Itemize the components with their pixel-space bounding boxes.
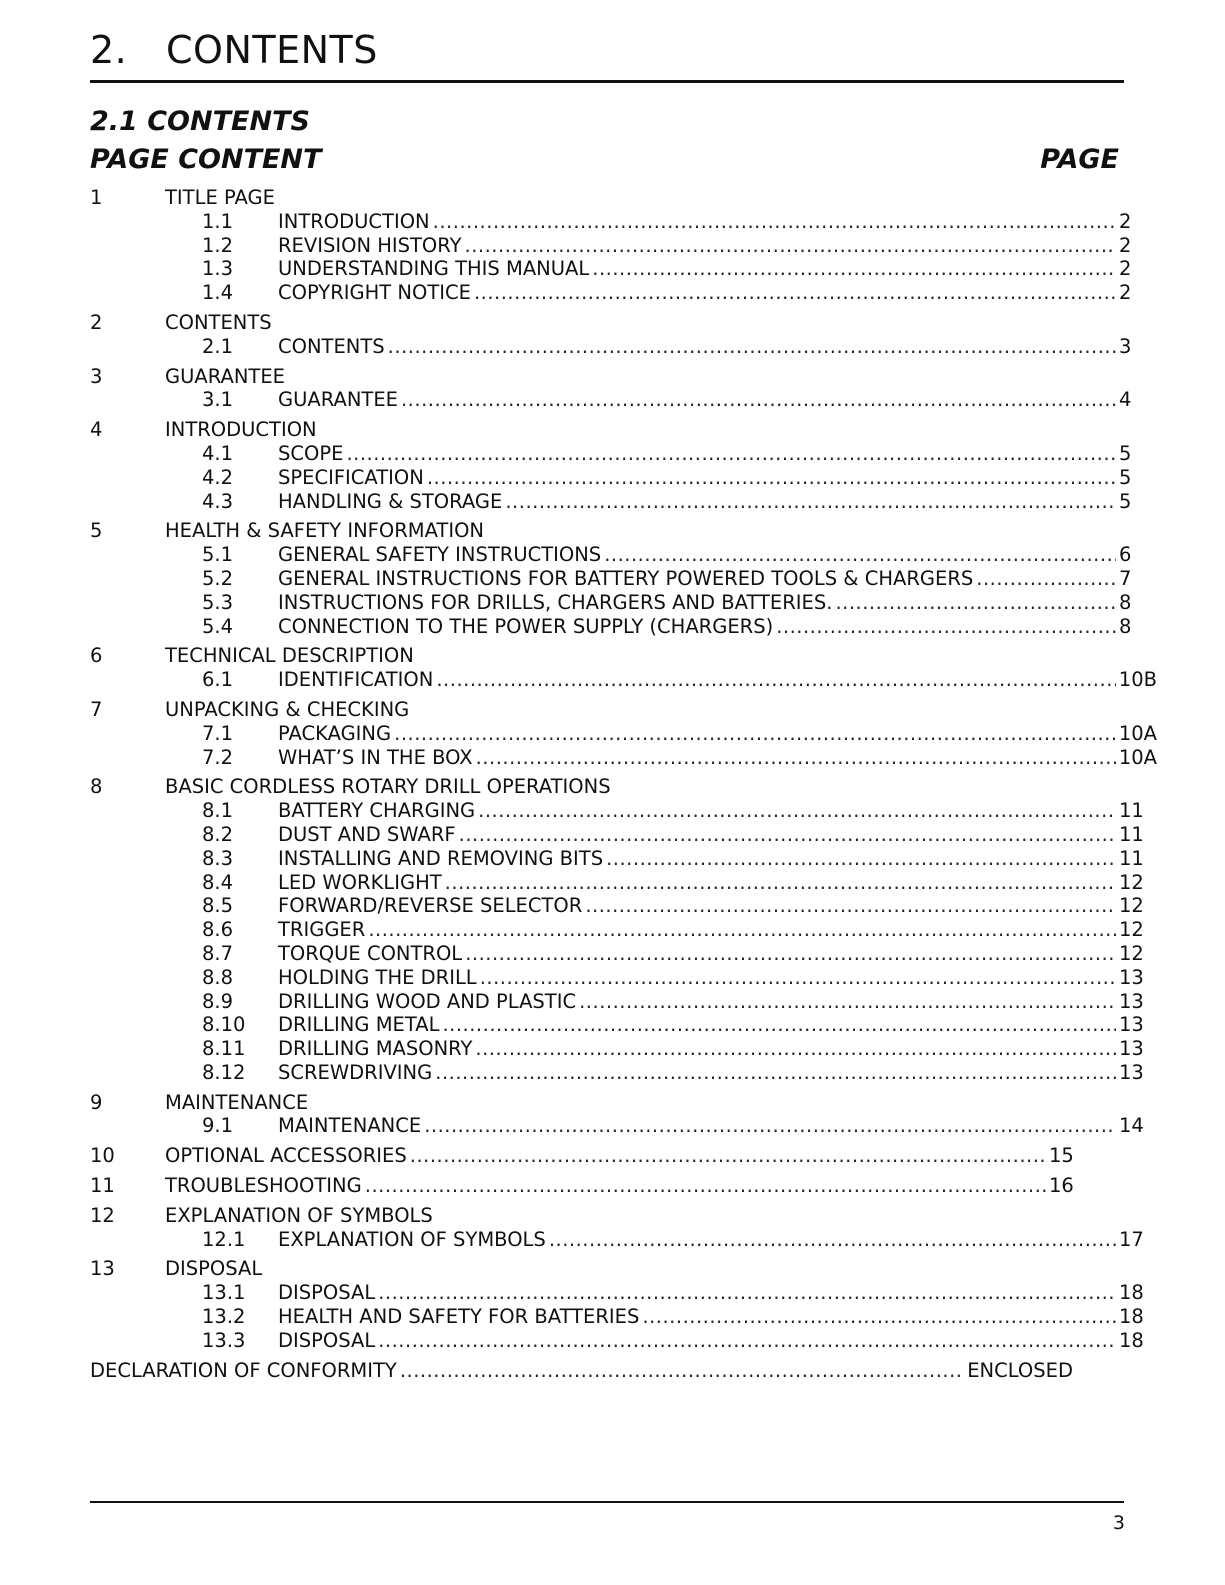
dot-leader — [378, 1281, 1116, 1305]
toc-section-number: 7 — [90, 697, 103, 721]
toc-entry-title: EXPLANATION OF SYMBOLS — [278, 1227, 546, 1251]
dot-leader — [480, 966, 1116, 990]
toc-page-number: 2 — [1119, 281, 1132, 305]
toc-section — [90, 1144, 1090, 1168]
dot-leader — [835, 591, 1116, 615]
toc-entry-title: WHAT’S IN THE BOX — [278, 745, 473, 769]
toc-entry-title: CONNECTION TO THE POWER SUPPLY (CHARGERS) — [278, 614, 774, 638]
dot-leader — [642, 1305, 1116, 1329]
toc-page-number: 17 — [1119, 1227, 1144, 1251]
toc-page-number: 13 — [1119, 1060, 1144, 1084]
dot-leader — [410, 1144, 1046, 1168]
toc-page-number: 13 — [1119, 989, 1144, 1013]
dot-leader — [465, 234, 1117, 258]
toc-entry[interactable] — [202, 210, 1157, 234]
toc-section — [90, 1203, 1144, 1252]
dot-leader — [505, 490, 1116, 514]
toc-section-title: INTRODUCTION — [165, 418, 317, 442]
toc-section-number: 8 — [90, 775, 103, 799]
toc-entry-title: DRILLING METAL — [278, 1013, 440, 1037]
toc-page-number: 10B — [1118, 668, 1157, 692]
toc-entry-title: SPECIFICATION — [278, 465, 424, 489]
toc-entry-title: COPYRIGHT NOTICE — [278, 281, 471, 305]
toc-entry-title: DISPOSAL — [278, 1328, 376, 1352]
dot-leader — [427, 466, 1116, 490]
toc-entry-number: 4.2 — [202, 465, 234, 489]
toc-entry-number: 8.3 — [202, 846, 234, 870]
toc-section-title: TITLE PAGE — [165, 186, 275, 209]
toc-entry-title: HANDLING & STORAGE — [278, 489, 503, 513]
toc-entry[interactable] — [202, 466, 1157, 490]
declaration-title: DECLARATION OF CONFORMITY — [90, 1358, 397, 1382]
toc-entry-number: 1.3 — [202, 257, 234, 281]
toc-section-number: 9 — [90, 1090, 103, 1114]
toc-section-number: 6 — [90, 644, 103, 668]
toc-entry-title: SCREWDRIVING — [278, 1060, 433, 1084]
footer-divider — [90, 1501, 1124, 1503]
toc-entry-title: DRILLING WOOD AND PLASTIC — [278, 989, 577, 1013]
dot-leader — [442, 1013, 1116, 1037]
dot-leader — [776, 615, 1116, 639]
toc-page-number: 8 — [1119, 590, 1132, 614]
toc-entry[interactable] — [202, 668, 1157, 692]
toc-entry-number: 3.1 — [202, 388, 234, 412]
toc-entry[interactable] — [202, 543, 1157, 567]
dot-leader — [579, 990, 1116, 1014]
toc-entry[interactable] — [202, 1114, 1157, 1138]
toc-entry[interactable] — [202, 966, 1157, 990]
dot-leader — [346, 442, 1116, 466]
toc-entry-number: 13.2 — [202, 1305, 246, 1329]
dot-leader — [400, 1359, 964, 1383]
toc-page-number: 16 — [1049, 1174, 1074, 1198]
column-header-content: PAGE CONTENT — [90, 144, 322, 175]
page-title — [90, 28, 378, 72]
dot-leader — [378, 1329, 1116, 1353]
toc-entry[interactable] — [202, 257, 1157, 281]
toc-entry-title: LED WORKLIGHT — [278, 870, 442, 894]
toc-section-number: 12 — [90, 1203, 115, 1227]
section-title: CONTENTS — [166, 28, 378, 72]
toc-entry[interactable] — [202, 615, 1157, 639]
dot-leader — [585, 894, 1116, 918]
toc-section-title: TROUBLESHOOTING — [165, 1174, 362, 1198]
toc-entry[interactable] — [90, 1174, 1090, 1198]
toc-page-number: 13 — [1119, 965, 1144, 989]
toc-entry-number: 7.2 — [202, 745, 234, 769]
toc-entry-title: INSTALLING AND REMOVING BITS — [278, 846, 604, 870]
dot-leader — [606, 847, 1116, 871]
title-divider — [90, 80, 1124, 83]
toc-entry-title: DISPOSAL — [278, 1281, 376, 1305]
toc-section — [90, 186, 1132, 305]
dot-leader — [459, 823, 1116, 847]
toc-section-title: TECHNICAL DESCRIPTION — [165, 644, 414, 668]
toc-entry-number: 7.1 — [202, 721, 234, 745]
table-of-contents — [90, 186, 1157, 1382]
toc-section-heading — [90, 775, 1090, 799]
toc-entry[interactable] — [202, 871, 1157, 895]
toc-page-number: 2 — [1119, 257, 1132, 281]
dot-leader — [476, 746, 1116, 770]
dot-leader — [465, 942, 1116, 966]
toc-section-title: UNPACKING & CHECKING — [165, 697, 410, 721]
toc-section-number: 4 — [90, 418, 103, 442]
toc-entry-number: 8.5 — [202, 894, 234, 918]
toc-entry-title: FORWARD/REVERSE SELECTOR — [278, 894, 583, 918]
toc-section-heading — [90, 644, 1090, 668]
toc-page-number: 8 — [1119, 614, 1132, 638]
toc-section-number: 13 — [90, 1257, 115, 1281]
toc-entry[interactable] — [202, 722, 1157, 746]
toc-section-number: 11 — [90, 1174, 115, 1198]
toc-section-title: BASIC CORDLESS ROTARY DRILL OPERATIONS — [165, 775, 611, 799]
toc-section-heading — [90, 519, 1090, 543]
toc-entry-number: 5.1 — [202, 543, 234, 567]
toc-section — [90, 364, 1132, 413]
dot-leader — [592, 257, 1116, 281]
toc-entry[interactable] — [202, 823, 1157, 847]
toc-section-heading — [90, 365, 1090, 389]
toc-section-heading — [90, 1204, 1090, 1228]
toc-section — [90, 1174, 1090, 1198]
dot-leader — [604, 543, 1116, 567]
toc-entry-number: 8.4 — [202, 870, 234, 894]
toc-entry-title: GUARANTEE — [278, 388, 398, 412]
toc-section-number: 3 — [90, 364, 103, 388]
toc-entry-number: 8.1 — [202, 799, 234, 823]
toc-entry-number: 4.1 — [202, 441, 234, 465]
toc-section-number: 10 — [90, 1144, 115, 1168]
toc-page-number: 12 — [1119, 870, 1144, 894]
toc-entry-number: 1.1 — [202, 209, 234, 233]
toc-section-title: EXPLANATION OF SYMBOLS — [165, 1203, 433, 1227]
toc-entry-number: 6.1 — [202, 668, 234, 692]
toc-entry-number: 8.8 — [202, 965, 234, 989]
dot-leader — [394, 722, 1116, 746]
toc-page-number: 3 — [1119, 334, 1132, 358]
toc-entry-title: PACKAGING — [278, 721, 392, 745]
toc-entry-number: 9.1 — [202, 1114, 234, 1138]
toc-page-number: 18 — [1119, 1305, 1144, 1329]
toc-entry-number: 8.9 — [202, 989, 234, 1013]
toc-page-number: 7 — [1119, 566, 1132, 590]
toc-entry[interactable] — [202, 1061, 1157, 1085]
dot-leader — [445, 871, 1116, 895]
toc-page-number: 2 — [1119, 233, 1132, 257]
toc-section-heading — [90, 311, 1090, 335]
dot-leader — [424, 1114, 1116, 1138]
toc-entry[interactable] — [202, 894, 1157, 918]
toc-entry-number: 8.2 — [202, 822, 234, 846]
toc-entry[interactable] — [202, 335, 1157, 359]
toc-section-title: GUARANTEE — [165, 364, 285, 388]
toc-page-number: 5 — [1119, 489, 1132, 513]
toc-page-number: 5 — [1119, 465, 1132, 489]
toc-entry[interactable] — [202, 799, 1157, 823]
toc-entry-number: 8.7 — [202, 941, 234, 965]
toc-page-number: 13 — [1119, 1037, 1144, 1061]
toc-section-title: HEALTH & SAFETY INFORMATION — [165, 519, 485, 543]
toc-entry-title: BATTERY CHARGING — [278, 799, 476, 823]
toc-entry-number: 4.3 — [202, 489, 234, 513]
toc-entry[interactable] — [202, 990, 1157, 1014]
toc-entry-title: CONTENTS — [278, 334, 385, 358]
page-number: 3 — [1112, 1512, 1125, 1534]
toc-section — [90, 418, 1132, 513]
toc-page-number: 11 — [1119, 822, 1144, 846]
toc-page-number: 12 — [1119, 894, 1144, 918]
toc-page-number: 14 — [1119, 1114, 1144, 1138]
toc-entry-title: INSTRUCTIONS FOR DRILLS, CHARGERS AND BATTERIES. — [278, 590, 833, 614]
toc-page-number: 11 — [1119, 846, 1144, 870]
toc-entry-number: 1.2 — [202, 233, 234, 257]
dot-leader — [433, 210, 1116, 234]
column-header-page: PAGE — [1040, 144, 1119, 175]
dot-leader — [549, 1228, 1116, 1252]
toc-entry-title: GENERAL SAFETY INSTRUCTIONS — [278, 543, 602, 567]
toc-page-number: 15 — [1049, 1144, 1074, 1168]
toc-section-title: DISPOSAL — [165, 1257, 263, 1281]
toc-entry[interactable] — [202, 1281, 1157, 1305]
sub-heading: 2.1 CONTENTS — [90, 106, 310, 137]
toc-entry-number: 13.1 — [202, 1281, 246, 1305]
toc-section-heading — [90, 186, 1090, 210]
dot-leader — [388, 335, 1116, 359]
toc-section-heading — [90, 418, 1090, 442]
toc-entry[interactable] — [202, 1228, 1157, 1252]
toc-entry[interactable] — [202, 388, 1157, 412]
toc-entry[interactable] — [202, 1037, 1157, 1061]
toc-entry-title: IDENTIFICATION — [278, 668, 434, 692]
toc-section — [90, 644, 1157, 692]
toc-page-number: 10A — [1118, 745, 1157, 769]
toc-entry[interactable] — [202, 442, 1157, 466]
toc-page-number: 11 — [1119, 799, 1144, 823]
toc-page-number: 13 — [1119, 1013, 1144, 1037]
toc-entry[interactable] — [202, 490, 1157, 514]
toc-section-number: 5 — [90, 519, 103, 543]
toc-entry[interactable] — [202, 591, 1157, 615]
dot-leader — [368, 918, 1116, 942]
toc-entry-number: 8.11 — [202, 1037, 246, 1061]
toc-entry-number: 5.2 — [202, 566, 234, 590]
toc-page-number: 18 — [1119, 1281, 1144, 1305]
dot-leader — [365, 1174, 1046, 1198]
toc-entry-title: DUST AND SWARF — [278, 822, 456, 846]
toc-entry-title: REVISION HISTORY — [278, 233, 462, 257]
toc-entry-number: 5.4 — [202, 614, 234, 638]
toc-section — [90, 697, 1157, 769]
toc-entry-title: UNDERSTANDING THIS MANUAL — [278, 257, 590, 281]
toc-section-number: 2 — [90, 310, 103, 334]
toc-section-title: MAINTENANCE — [165, 1090, 309, 1114]
toc-entry[interactable] — [202, 746, 1157, 770]
toc-entry[interactable] — [202, 281, 1157, 305]
declaration-page: ENCLOSED — [967, 1358, 1073, 1382]
toc-entry-title: DRILLING MASONRY — [278, 1037, 473, 1061]
toc-page-number: 12 — [1119, 918, 1144, 942]
section-number: 2. — [90, 28, 128, 72]
toc-entry-title: TORQUE CONTROL — [278, 941, 463, 965]
toc-entry-title: HEALTH AND SAFETY FOR BATTERIES — [278, 1305, 640, 1329]
toc-entry-number: 13.3 — [202, 1328, 246, 1352]
toc-entry-title: INTRODUCTION — [278, 209, 430, 233]
toc-page-number: 18 — [1119, 1328, 1144, 1352]
toc-entry-number: 8.12 — [202, 1060, 246, 1084]
toc-entry-title: HOLDING THE DRILL — [278, 965, 477, 989]
toc-page-number: 4 — [1119, 388, 1132, 412]
dot-leader — [976, 567, 1116, 591]
toc-entry-title: GENERAL INSTRUCTIONS FOR BATTERY POWERED TOOLS & CHARGERS — [278, 566, 974, 590]
toc-section-heading — [90, 698, 1090, 722]
toc-entry[interactable] — [202, 1305, 1157, 1329]
dot-leader — [478, 799, 1116, 823]
toc-section — [90, 310, 1132, 359]
toc-page-number: 2 — [1119, 209, 1132, 233]
dot-leader — [475, 1037, 1116, 1061]
toc-entry[interactable] — [202, 847, 1157, 871]
toc-section-heading — [90, 1257, 1090, 1281]
dot-leader — [436, 668, 1115, 692]
toc-entry-number: 12.1 — [202, 1227, 246, 1251]
toc-entry[interactable] — [202, 567, 1157, 591]
toc-page-number: 12 — [1119, 941, 1144, 965]
toc-entry-title: TRIGGER — [278, 918, 366, 942]
toc-entry-number: 8.6 — [202, 918, 234, 942]
toc-section — [90, 1090, 1144, 1139]
toc-section-title: CONTENTS — [165, 310, 272, 334]
toc-section — [90, 519, 1132, 638]
toc-entry-number: 5.3 — [202, 590, 234, 614]
toc-declaration-entry[interactable] — [90, 1359, 1073, 1383]
toc-entry[interactable] — [202, 942, 1157, 966]
dot-leader — [474, 281, 1116, 305]
toc-page-number: 10A — [1118, 721, 1157, 745]
toc-section-title: OPTIONAL ACCESSORIES — [165, 1144, 407, 1168]
toc-entry[interactable] — [202, 1013, 1157, 1037]
toc-entry[interactable] — [202, 1329, 1157, 1353]
toc-page-number: 6 — [1119, 543, 1132, 567]
toc-section — [90, 1257, 1144, 1352]
toc-section-heading — [90, 1091, 1090, 1115]
toc-entry[interactable] — [202, 918, 1157, 942]
toc-entry-number: 8.10 — [202, 1013, 246, 1037]
toc-entry-title: MAINTENANCE — [278, 1114, 422, 1138]
toc-entry-number: 1.4 — [202, 281, 234, 305]
toc-page-number: 5 — [1119, 441, 1132, 465]
dot-leader — [401, 388, 1116, 412]
toc-section-number: 1 — [90, 186, 103, 209]
toc-entry[interactable] — [202, 234, 1157, 258]
toc-entry-title: SCOPE — [278, 441, 344, 465]
toc-section — [90, 775, 1144, 1084]
toc-entry-number: 2.1 — [202, 334, 234, 358]
dot-leader — [435, 1061, 1116, 1085]
toc-entry[interactable] — [90, 1144, 1090, 1168]
